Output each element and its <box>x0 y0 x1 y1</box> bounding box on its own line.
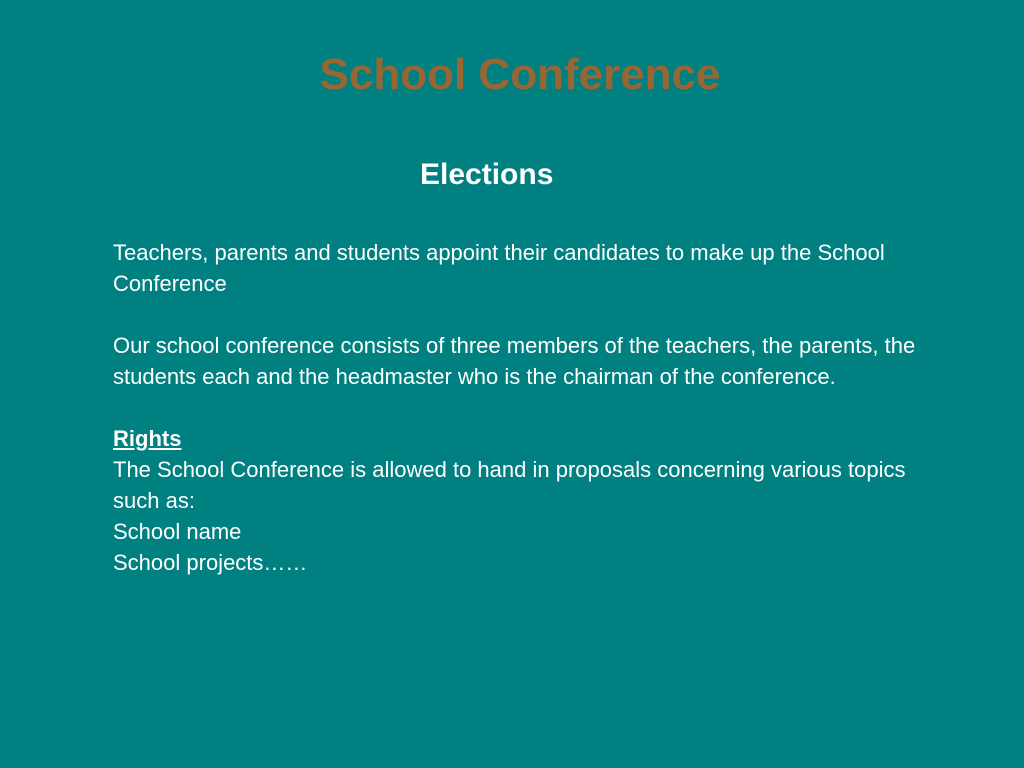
paragraph-candidates: Teachers, parents and students appoint their candidates to make up the School Conference <box>113 240 885 296</box>
slide-body <box>113 237 943 578</box>
slide-title: School Conference <box>319 50 721 99</box>
rights-section <box>113 423 943 578</box>
rights-heading: Rights <box>113 426 182 451</box>
rights-text: The School Conference is allowed to hand in proposals concerning various topics such as: <box>113 457 906 513</box>
slide-subtitle: Elections <box>420 158 554 191</box>
rights-item-school-projects: School projects…… <box>113 550 308 575</box>
rights-item-school-name: School name <box>113 519 242 544</box>
paragraph-members: Our school conference consists of three members of the teachers, the parents, the students each and the headmaster who is the chairman of the conference. <box>113 333 916 389</box>
